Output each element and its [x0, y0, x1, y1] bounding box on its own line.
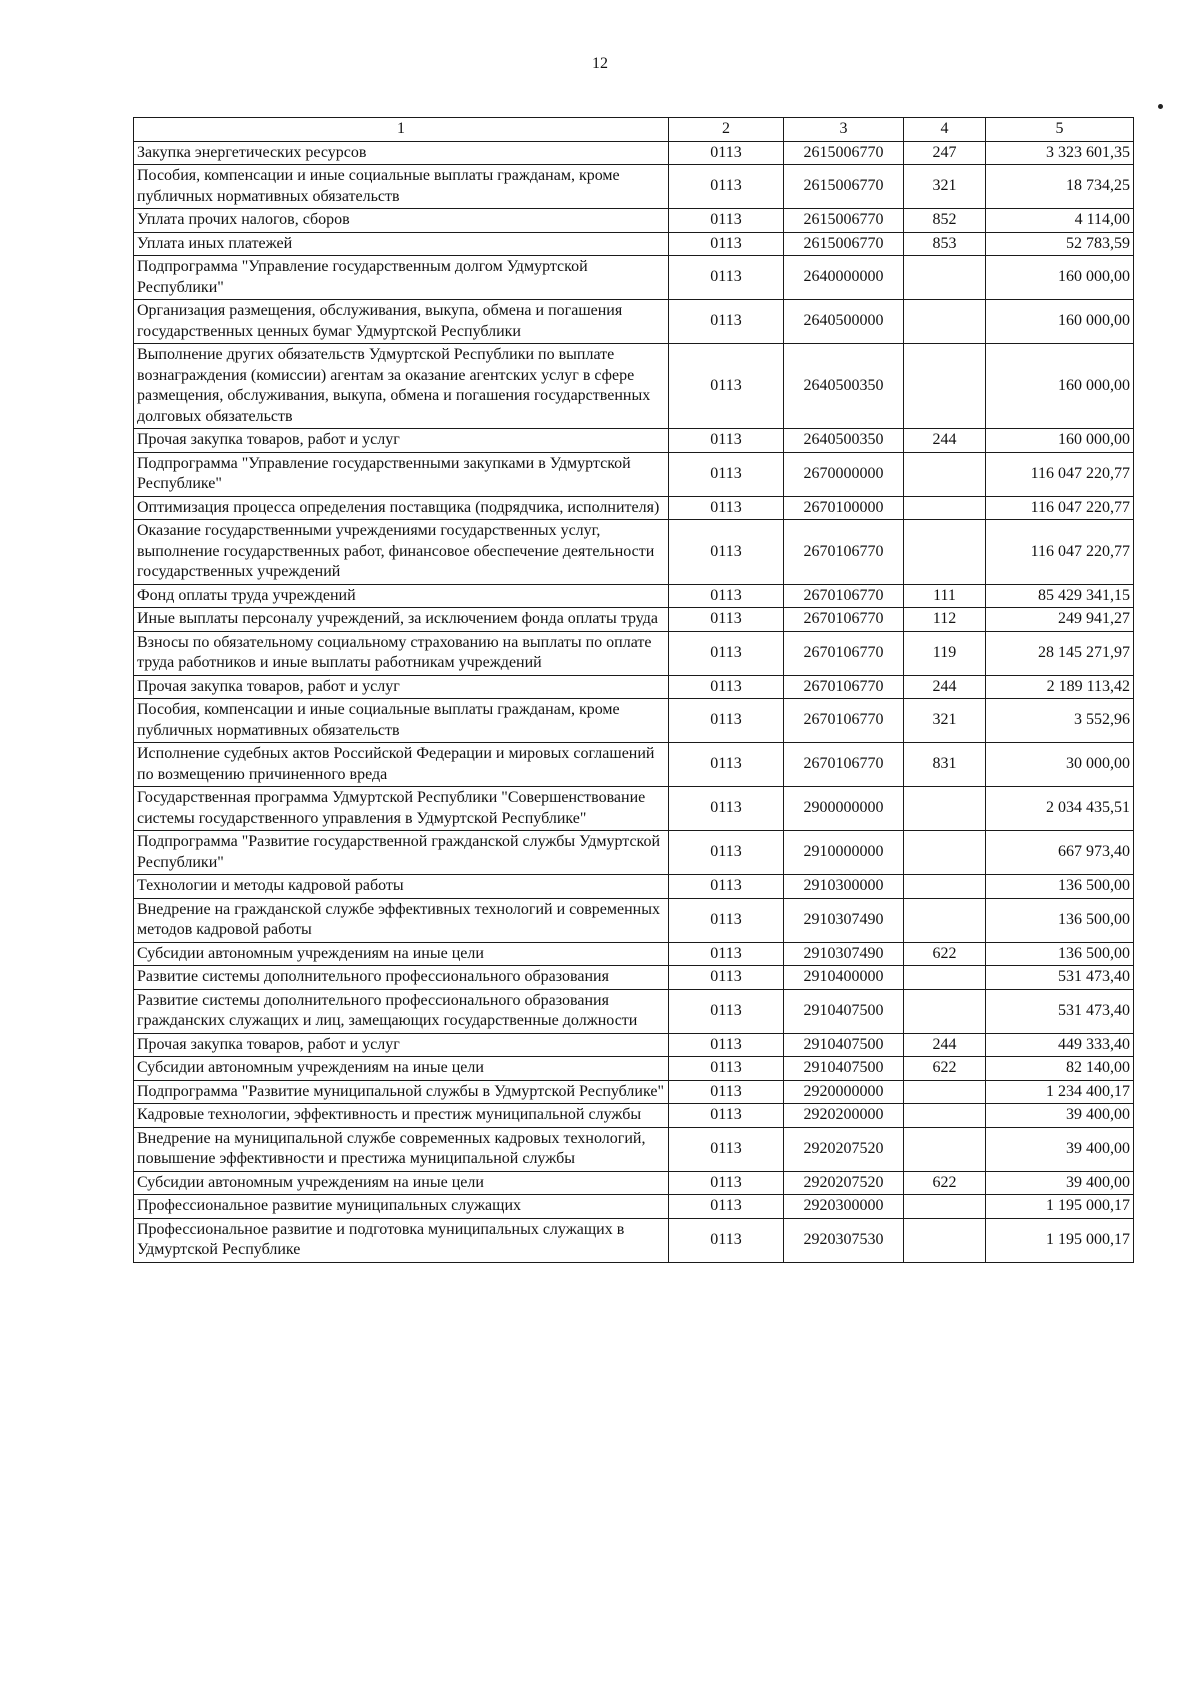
row-target-code: 2670106770	[784, 699, 904, 743]
row-expense-type	[904, 452, 986, 496]
row-name: Профессиональное развитие муниципальных служащих	[134, 1195, 669, 1219]
row-target-code: 2900000000	[784, 787, 904, 831]
row-target-code: 2910400000	[784, 966, 904, 990]
row-amount: 82 140,00	[986, 1057, 1134, 1081]
row-name: Технологии и методы кадровой работы	[134, 875, 669, 899]
row-name: Развитие системы дополнительного профессионального образования гражданских служащих и лиц, замещающих государственные должности	[134, 989, 669, 1033]
row-name: Уплата иных платежей	[134, 232, 669, 256]
row-amount: 30 000,00	[986, 743, 1134, 787]
row-name: Иные выплаты персоналу учреждений, за исключением фонда оплаты труда	[134, 608, 669, 632]
row-target-code: 2640500350	[784, 344, 904, 429]
row-expense-type: 852	[904, 209, 986, 233]
row-name: Субсидии автономным учреждениям на иные цели	[134, 1057, 669, 1081]
row-section-code: 0113	[669, 675, 784, 699]
table-row	[134, 743, 1134, 787]
table-row	[134, 256, 1134, 300]
row-section-code: 0113	[669, 631, 784, 675]
row-amount: 136 500,00	[986, 898, 1134, 942]
row-expense-type: 244	[904, 1033, 986, 1057]
row-name: Фонд оплаты труда учреждений	[134, 584, 669, 608]
row-name: Уплата прочих налогов, сборов	[134, 209, 669, 233]
table-row	[134, 232, 1134, 256]
row-target-code: 2920307530	[784, 1218, 904, 1262]
table-row	[134, 989, 1134, 1033]
row-section-code: 0113	[669, 300, 784, 344]
table-row	[134, 165, 1134, 209]
row-section-code: 0113	[669, 1104, 784, 1128]
row-target-code: 2670106770	[784, 608, 904, 632]
row-amount: 531 473,40	[986, 989, 1134, 1033]
row-amount: 449 333,40	[986, 1033, 1134, 1057]
row-name: Прочая закупка товаров, работ и услуг	[134, 1033, 669, 1057]
row-expense-type: 119	[904, 631, 986, 675]
row-target-code: 2670106770	[784, 675, 904, 699]
row-section-code: 0113	[669, 699, 784, 743]
header-col-4: 4	[904, 118, 986, 142]
row-name: Выполнение других обязательств Удмуртской Республики по выплате вознаграждения (комиссии) агентам за оказание агентских услуг в сфере размещения, обслуживания, выкупа, обмена и погашения государственных долговых обязательств	[134, 344, 669, 429]
row-expense-type: 111	[904, 584, 986, 608]
row-target-code: 2920300000	[784, 1195, 904, 1219]
row-section-code: 0113	[669, 496, 784, 520]
row-target-code: 2910307490	[784, 942, 904, 966]
row-name: Государственная программа Удмуртской Республики "Совершенствование системы государственного управления в Удмуртской Республике"	[134, 787, 669, 831]
row-amount: 3 552,96	[986, 699, 1134, 743]
row-target-code: 2910300000	[784, 875, 904, 899]
row-name: Субсидии автономным учреждениям на иные цели	[134, 1171, 669, 1195]
row-target-code: 2615006770	[784, 232, 904, 256]
header-col-1: 1	[134, 118, 669, 142]
row-amount: 85 429 341,15	[986, 584, 1134, 608]
row-expense-type	[904, 831, 986, 875]
row-expense-type: 112	[904, 608, 986, 632]
row-name: Субсидии автономным учреждениям на иные цели	[134, 942, 669, 966]
row-expense-type: 622	[904, 942, 986, 966]
row-section-code: 0113	[669, 743, 784, 787]
header-row	[134, 118, 1134, 142]
row-expense-type: 247	[904, 141, 986, 165]
row-amount: 136 500,00	[986, 875, 1134, 899]
row-expense-type: 622	[904, 1171, 986, 1195]
table-row	[134, 1080, 1134, 1104]
table-row	[134, 1057, 1134, 1081]
table-row	[134, 1127, 1134, 1171]
row-section-code: 0113	[669, 452, 784, 496]
table-row	[134, 452, 1134, 496]
row-expense-type: 244	[904, 429, 986, 453]
row-name: Подпрограмма "Управление государственными закупками в Удмуртской Республике"	[134, 452, 669, 496]
row-name: Развитие системы дополнительного профессионального образования	[134, 966, 669, 990]
row-name: Внедрение на муниципальной службе современных кадровых технологий, повышение эффективности и престижа муниципальной службы	[134, 1127, 669, 1171]
row-target-code: 2920200000	[784, 1104, 904, 1128]
row-amount: 249 941,27	[986, 608, 1134, 632]
row-amount: 2 034 435,51	[986, 787, 1134, 831]
row-target-code: 2670106770	[784, 584, 904, 608]
row-expense-type	[904, 1080, 986, 1104]
row-name: Подпрограмма "Развитие государственной гражданской службы Удмуртской Республики"	[134, 831, 669, 875]
row-amount: 3 323 601,35	[986, 141, 1134, 165]
row-expense-type	[904, 520, 986, 585]
row-expense-type	[904, 1218, 986, 1262]
row-amount: 160 000,00	[986, 300, 1134, 344]
row-amount: 39 400,00	[986, 1104, 1134, 1128]
row-name: Пособия, компенсации и иные социальные выплаты гражданам, кроме публичных нормативных обязательств	[134, 165, 669, 209]
row-name: Подпрограмма "Развитие муниципальной службы в Удмуртской Республике"	[134, 1080, 669, 1104]
table-row	[134, 429, 1134, 453]
row-section-code: 0113	[669, 875, 784, 899]
row-target-code: 2615006770	[784, 209, 904, 233]
row-expense-type: 244	[904, 675, 986, 699]
row-section-code: 0113	[669, 1171, 784, 1195]
row-expense-type	[904, 875, 986, 899]
row-target-code: 2920000000	[784, 1080, 904, 1104]
row-section-code: 0113	[669, 1080, 784, 1104]
table-row	[134, 344, 1134, 429]
row-target-code: 2910407500	[784, 1057, 904, 1081]
row-amount: 1 234 400,17	[986, 1080, 1134, 1104]
row-section-code: 0113	[669, 1033, 784, 1057]
table-row	[134, 699, 1134, 743]
table-row	[134, 608, 1134, 632]
stray-dot	[1158, 104, 1163, 109]
row-target-code: 2615006770	[784, 165, 904, 209]
row-target-code: 2640000000	[784, 256, 904, 300]
row-amount: 2 189 113,42	[986, 675, 1134, 699]
row-expense-type: 622	[904, 1057, 986, 1081]
row-target-code: 2670000000	[784, 452, 904, 496]
row-name: Организация размещения, обслуживания, выкупа, обмена и погашения государственных ценных бумаг Удмуртской Республики	[134, 300, 669, 344]
row-expense-type: 831	[904, 743, 986, 787]
row-section-code: 0113	[669, 989, 784, 1033]
row-section-code: 0113	[669, 584, 784, 608]
table-row	[134, 1171, 1134, 1195]
row-target-code: 2670106770	[784, 631, 904, 675]
row-amount: 136 500,00	[986, 942, 1134, 966]
row-name: Исполнение судебных актов Российской Федерации и мировых соглашений по возмещению причиненного вреда	[134, 743, 669, 787]
row-section-code: 0113	[669, 344, 784, 429]
row-target-code: 2910407500	[784, 1033, 904, 1057]
row-amount: 28 145 271,97	[986, 631, 1134, 675]
row-expense-type	[904, 1104, 986, 1128]
row-amount: 52 783,59	[986, 232, 1134, 256]
table-row	[134, 496, 1134, 520]
row-section-code: 0113	[669, 898, 784, 942]
row-section-code: 0113	[669, 232, 784, 256]
row-amount: 1 195 000,17	[986, 1195, 1134, 1219]
table-body	[134, 141, 1134, 1262]
row-section-code: 0113	[669, 429, 784, 453]
row-name: Профессиональное развитие и подготовка муниципальных служащих в Удмуртской Республике	[134, 1218, 669, 1262]
row-section-code: 0113	[669, 966, 784, 990]
row-expense-type	[904, 496, 986, 520]
row-target-code: 2640500000	[784, 300, 904, 344]
table-row	[134, 141, 1134, 165]
row-section-code: 0113	[669, 141, 784, 165]
table-row	[134, 631, 1134, 675]
row-target-code: 2670106770	[784, 743, 904, 787]
row-amount: 116 047 220,77	[986, 452, 1134, 496]
row-expense-type: 321	[904, 699, 986, 743]
row-section-code: 0113	[669, 608, 784, 632]
page-number: 12	[592, 55, 608, 72]
row-amount: 1 195 000,17	[986, 1218, 1134, 1262]
row-amount: 531 473,40	[986, 966, 1134, 990]
table-row	[134, 787, 1134, 831]
row-expense-type	[904, 966, 986, 990]
budget-table	[133, 117, 1134, 1263]
header-col-2: 2	[669, 118, 784, 142]
row-section-code: 0113	[669, 1218, 784, 1262]
table-row	[134, 1195, 1134, 1219]
row-expense-type	[904, 787, 986, 831]
row-expense-type: 853	[904, 232, 986, 256]
row-expense-type	[904, 898, 986, 942]
row-name: Прочая закупка товаров, работ и услуг	[134, 675, 669, 699]
row-expense-type	[904, 344, 986, 429]
row-target-code: 2910407500	[784, 989, 904, 1033]
table-row	[134, 584, 1134, 608]
row-section-code: 0113	[669, 787, 784, 831]
table-row	[134, 520, 1134, 585]
row-expense-type	[904, 989, 986, 1033]
row-target-code: 2910307490	[784, 898, 904, 942]
row-name: Внедрение на гражданской службе эффективных технологий и современных методов кадровой работы	[134, 898, 669, 942]
row-amount: 160 000,00	[986, 429, 1134, 453]
row-section-code: 0113	[669, 942, 784, 966]
row-target-code: 2670100000	[784, 496, 904, 520]
table-row	[134, 300, 1134, 344]
row-target-code: 2910000000	[784, 831, 904, 875]
table-row	[134, 875, 1134, 899]
row-amount: 39 400,00	[986, 1171, 1134, 1195]
table-row	[134, 209, 1134, 233]
table-header	[134, 118, 1134, 142]
row-section-code: 0113	[669, 1057, 784, 1081]
row-amount: 4 114,00	[986, 209, 1134, 233]
row-amount: 18 734,25	[986, 165, 1134, 209]
row-target-code: 2615006770	[784, 141, 904, 165]
row-section-code: 0113	[669, 520, 784, 585]
row-section-code: 0113	[669, 1127, 784, 1171]
table-row	[134, 1104, 1134, 1128]
row-amount: 116 047 220,77	[986, 496, 1134, 520]
row-expense-type	[904, 256, 986, 300]
row-section-code: 0113	[669, 256, 784, 300]
row-section-code: 0113	[669, 165, 784, 209]
header-col-3: 3	[784, 118, 904, 142]
row-name: Пособия, компенсации и иные социальные выплаты гражданам, кроме публичных нормативных обязательств	[134, 699, 669, 743]
table-row	[134, 966, 1134, 990]
table-row	[134, 1218, 1134, 1262]
table-row	[134, 898, 1134, 942]
row-section-code: 0113	[669, 209, 784, 233]
row-name: Оптимизация процесса определения поставщика (подрядчика, исполнителя)	[134, 496, 669, 520]
row-section-code: 0113	[669, 831, 784, 875]
row-amount: 39 400,00	[986, 1127, 1134, 1171]
row-name: Закупка энергетических ресурсов	[134, 141, 669, 165]
row-name: Подпрограмма "Управление государственным долгом Удмуртской Республики"	[134, 256, 669, 300]
row-target-code: 2920207520	[784, 1127, 904, 1171]
header-col-5: 5	[986, 118, 1134, 142]
table-row	[134, 831, 1134, 875]
row-section-code: 0113	[669, 1195, 784, 1219]
table-row	[134, 675, 1134, 699]
row-amount: 160 000,00	[986, 344, 1134, 429]
row-name: Оказание государственными учреждениями государственных услуг, выполнение государственных работ, финансовое обеспечение деятельности государственных учреждений	[134, 520, 669, 585]
row-expense-type	[904, 1127, 986, 1171]
row-target-code: 2640500350	[784, 429, 904, 453]
row-target-code: 2920207520	[784, 1171, 904, 1195]
row-amount: 116 047 220,77	[986, 520, 1134, 585]
row-expense-type	[904, 300, 986, 344]
row-amount: 160 000,00	[986, 256, 1134, 300]
row-target-code: 2670106770	[784, 520, 904, 585]
row-name: Кадровые технологии, эффективность и престиж муниципальной службы	[134, 1104, 669, 1128]
row-name: Прочая закупка товаров, работ и услуг	[134, 429, 669, 453]
row-amount: 667 973,40	[986, 831, 1134, 875]
row-expense-type: 321	[904, 165, 986, 209]
row-expense-type	[904, 1195, 986, 1219]
table-row	[134, 1033, 1134, 1057]
row-name: Взносы по обязательному социальному страхованию на выплаты по оплате труда работников и иные выплаты работникам учреждений	[134, 631, 669, 675]
table-row	[134, 942, 1134, 966]
